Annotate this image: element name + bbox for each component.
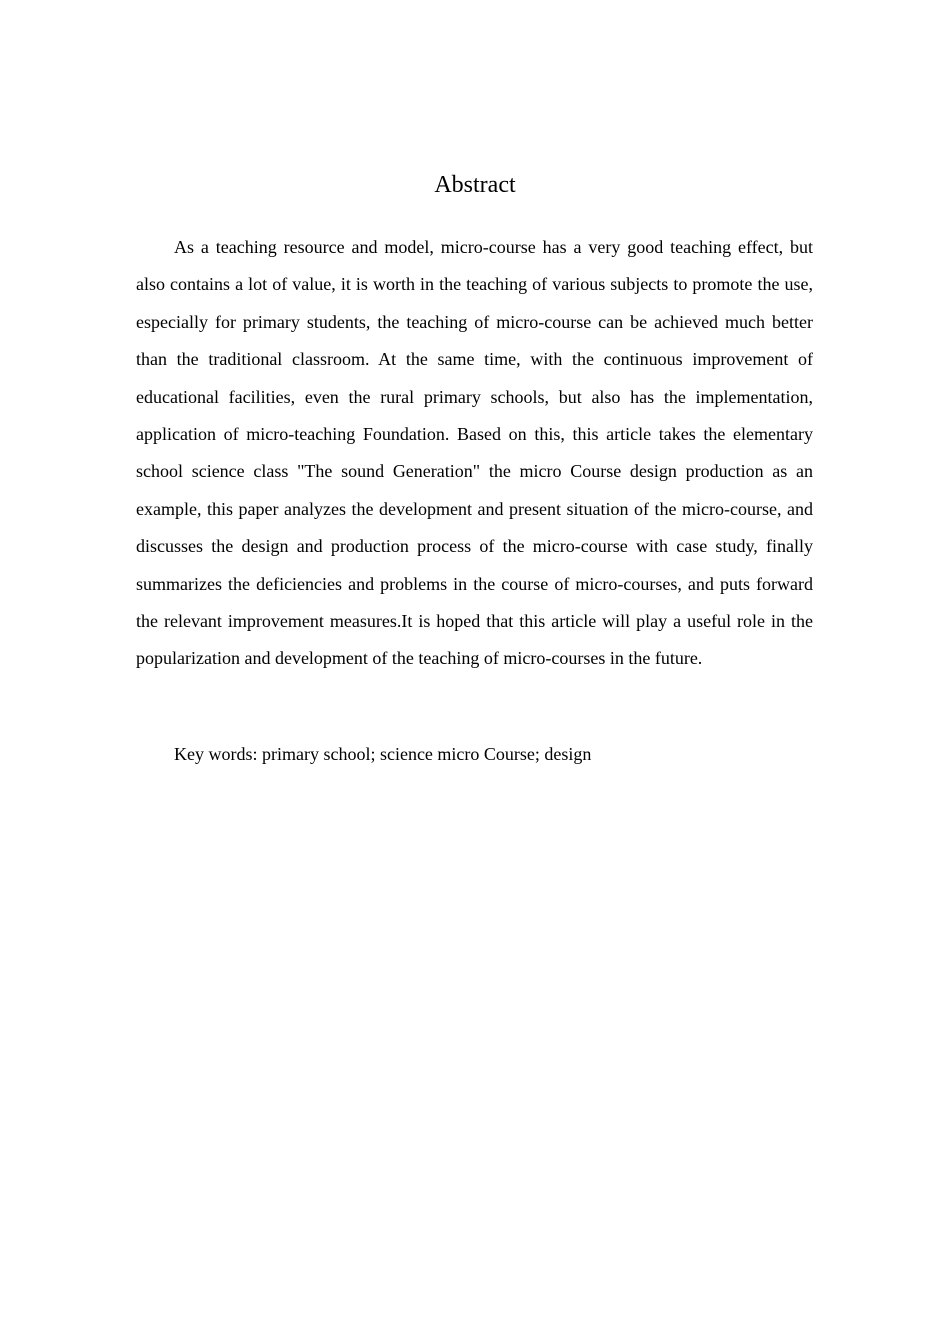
abstract-body: As a teaching resource and model, micro-course has a very good teaching effect, but also contains a lot of value, it is worth in the teaching of various subjects to promote the use, especially for primary students, the teaching of micro-course can be achieved much better than the traditional classroom. At the same time, with the continuous improvement of educational facilities, even the rural primary schools, but also has the implementation, application of micro-teaching Foundation. Based on this, this article takes the elementary school science class "The sound Generation" the micro Course design production as an example, this paper analyzes the development and present situation of the micro-course, and discusses the design and production process of the micro-course with case study, finally summarizes the deficiencies and problems in the course of micro-courses, and puts forward the relevant improvement measures.It is hoped that this article will play a useful role in the popularization and development of the teaching of micro-courses in the future. <box>136 237 813 669</box>
keywords-line: Key words: primary school; science micro Course; design <box>174 744 592 764</box>
abstract-title: Abstract <box>434 172 516 198</box>
